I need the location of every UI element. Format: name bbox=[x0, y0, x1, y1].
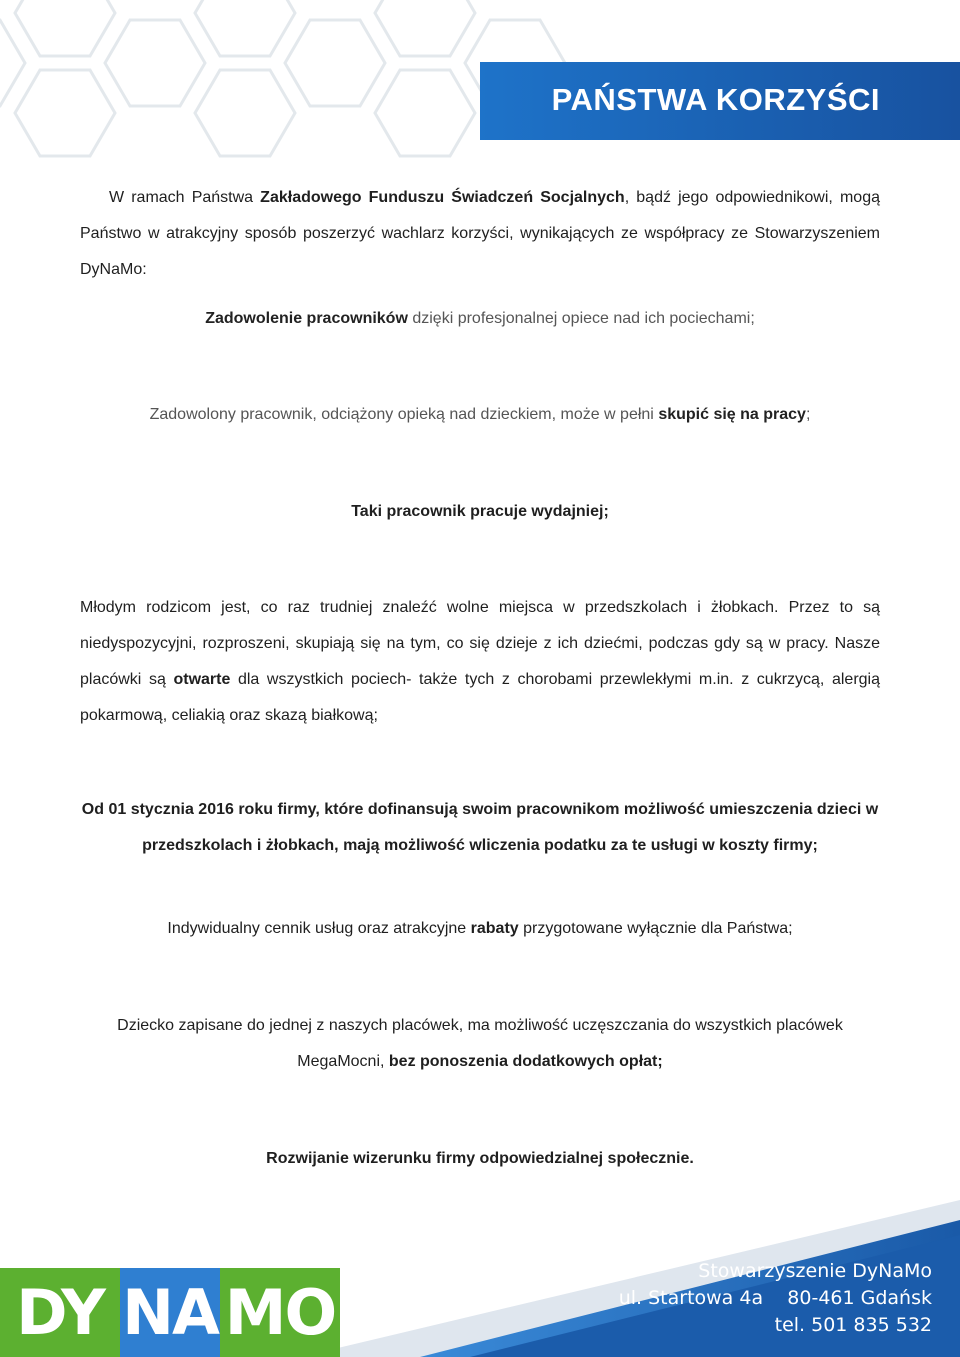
benefit-2 bbox=[80, 397, 880, 433]
benefit-6-text-2: przygotowane wyłącznie dla Państwa; bbox=[518, 920, 793, 937]
dynamo-logo bbox=[0, 1268, 340, 1357]
contact-block bbox=[619, 1258, 932, 1339]
benefit-1-text: dzięki profesjonalnej opiece nad ich pociechami; bbox=[407, 310, 755, 327]
benefit-6 bbox=[80, 911, 880, 947]
benefit-2-bold: skupić się na pracy bbox=[658, 406, 806, 423]
benefit-7-bold: bez ponoszenia dodatkowych opłat; bbox=[388, 1053, 663, 1070]
benefit-6-text-1: Indywidualny cennik usług oraz atrakcyjne bbox=[167, 920, 471, 937]
benefit-6-bold: rabaty bbox=[470, 920, 519, 937]
page-title: PAŃSTWA KORZYŚCI bbox=[551, 82, 880, 117]
benefit-1 bbox=[80, 301, 880, 337]
title-banner bbox=[480, 62, 960, 140]
benefit-4-text-1: Młodym rodzicom jest, co raz trudniej znaleźć wolne miejsca w przedszkolach i żłobkach. Przez to są niedyspozycyjni, rozproszeni, skupiają się na tym, co się dzieje z ich dziećmi, podczas gdy są w pracy. Nasze placówki są bbox=[80, 599, 880, 688]
benefit-3 bbox=[80, 494, 880, 530]
benefit-7-text: Dziecko zapisane do jednej z naszych placówek, ma możliwość uczęszczania do wszystkich placówek MegaMocni, bbox=[117, 1017, 843, 1070]
intro-bold: Zakładowego Funduszu Świadczeń Socjalnych bbox=[260, 189, 625, 206]
benefit-3-bold: Taki pracownik pracuje wydajniej; bbox=[351, 503, 609, 520]
org-name: Stowarzyszenie DyNaMo bbox=[698, 1260, 932, 1282]
benefit-2-text-2: ; bbox=[805, 406, 811, 423]
benefit-4 bbox=[80, 590, 880, 734]
logo-segment-na: NA bbox=[120, 1268, 220, 1357]
benefit-8 bbox=[80, 1141, 880, 1177]
address-city: 80-461 Gdańsk bbox=[787, 1287, 932, 1309]
benefit-8-bold: Rozwijanie wizerunku firmy odpowiedzialnej społecznie. bbox=[266, 1150, 694, 1167]
benefit-2-text-1: Zadowolony pracownik, odciążony opieką nad dzieckiem, może w pełni bbox=[149, 406, 659, 423]
benefit-5 bbox=[80, 792, 880, 864]
logo-segment-dy: DY bbox=[0, 1268, 120, 1357]
address-street: ul. Startowa 4a bbox=[618, 1287, 764, 1309]
intro-text-1: W ramach Państwa bbox=[109, 189, 261, 206]
address-line bbox=[619, 1285, 932, 1312]
benefit-1-bold: Zadowolenie pracowników bbox=[205, 310, 408, 327]
intro-paragraph bbox=[80, 180, 880, 288]
benefit-5-bold: Od 01 stycznia 2016 roku firmy, które dofinansują swoim pracownikom możliwość umieszczenia dzieci w przedszkolach i żłobkach, mają możliwość wliczenia podatku za te usługi w koszty firmy; bbox=[81, 801, 879, 854]
benefit-4-text-2: dla wszystkich pociech- także tych z chorobami przewlekłymi m.in. z cukrzycą, alergią pokarmową, celiakią oraz skazą białkową; bbox=[80, 671, 880, 724]
logo-segment-mo: MO bbox=[220, 1268, 340, 1357]
phone: tel. 501 835 532 bbox=[774, 1314, 932, 1336]
intro-text-2: , bądź jego odpowiednikowi, mogą Państwo w atrakcyjny sposób poszerzyć wachlarz korzyści, wynikających ze współpracy ze Stowarzyszeniem DyNaMo: bbox=[80, 189, 880, 278]
benefit-7 bbox=[80, 1008, 880, 1080]
benefit-4-bold: otwarte bbox=[173, 671, 231, 688]
